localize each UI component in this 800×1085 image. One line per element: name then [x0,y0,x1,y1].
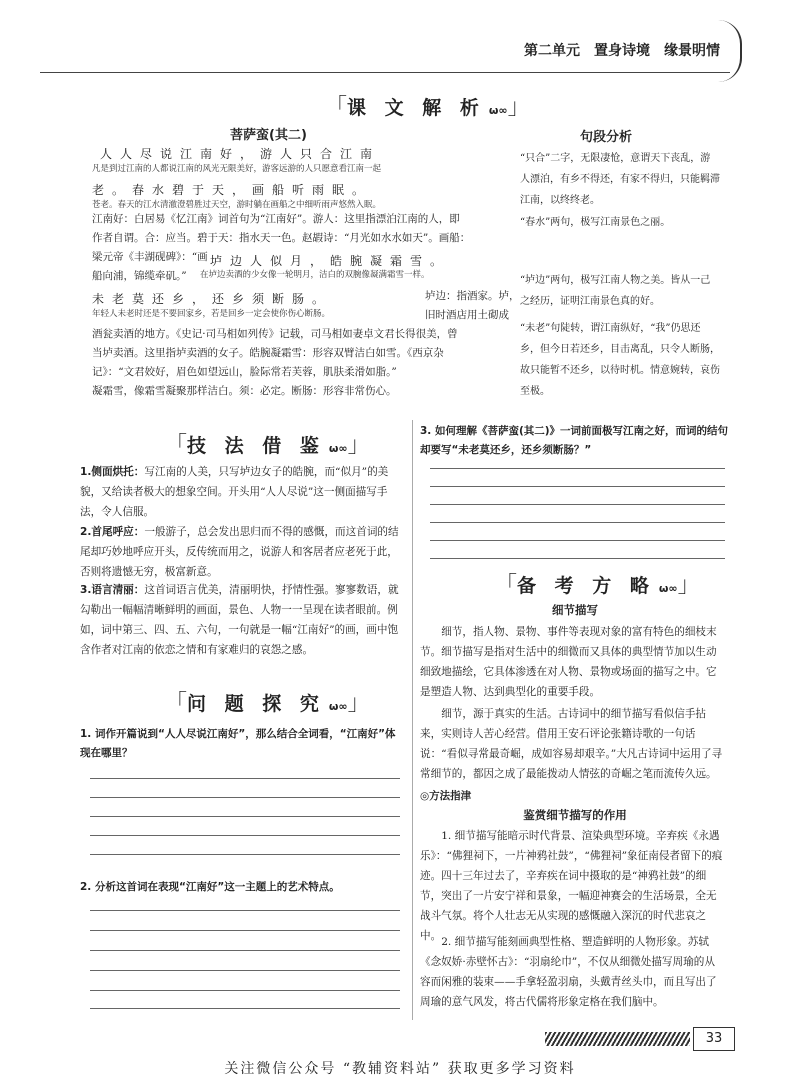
beikao-subtitle: 细节描写 [552,603,598,617]
method-paragraph-1: 1. 细节描写能暗示时代背景、渲染典型环境。辛弃疾《永遇乐》：“佛狸祠下，一片神鸦社鼓”，“佛狸祠”象征南侵者留下的痕迹。四十三年过去了，辛弃疾在词中摄取的是“神鸦社鼓”的细节，突出了一片安宁祥和景象，一幅迎神赛会的生活场景，全无战斗气氛。将个人壮志无从实现的感慨融入深沉的时代悲哀之中。 [420,830,723,942]
analysis-p3: “垆边”两句，极写江南人物之美。皆从一己之经历，证明江南景色真的好。 [520,275,711,307]
poem-line-3: 垆边人似月，皓腕凝霜雪。 [210,254,451,268]
analysis-p2: “春水”两句，极写江南景色之丽。 [520,217,671,228]
jifa-item-1: 1.侧面烘托：写江南的人美，只写垆边女子的皓腕，而“似月”的美貌，又给读者极大的想象空间。开头用“人人尽说”这一侧面描写手法，令人信服。 [80,466,389,518]
method-subtitle: 鉴赏细节描写的作用 [523,808,627,822]
answer-line[interactable] [430,522,725,523]
footer-note: 关注微信公众号 “教辅资料站” 获取更多学习资料 [224,1061,576,1077]
section-title-jifa: 「技 法 借 鉴 ω∞」 [165,433,370,458]
analysis-title: 句段分析 [580,130,633,145]
answer-line[interactable] [90,797,400,798]
method-label: ◎方法指津 [420,790,472,802]
answer-line[interactable] [90,930,400,931]
poem-note-6: 旧时酒店用土砌成 [425,309,509,321]
answer-line[interactable] [430,558,725,559]
question-2: 2. 分析这首词在表现“江南好”这一主题上的艺术特点。 [80,881,340,893]
header-rule [40,72,730,73]
poem-gloss-4: 年轻人未老时还是不要回家乡，若是回乡一定会使你伤心断肠。 [92,309,331,319]
poem-note-5: 垆边：指酒家。垆， [425,290,520,302]
answer-line[interactable] [90,1008,400,1009]
answer-line[interactable] [430,486,725,487]
answer-line[interactable] [430,540,725,541]
poem-gloss-3: 在垆边卖酒的少女像一轮明月，洁白的双腕像凝满霜雪一样。 [200,270,430,280]
question-3: 3. 如何理解《菩萨蛮(其二)》一词前面极写江南之好，而词的结句却要写“未老莫还乡，还乡须断肠？” [420,425,729,456]
beikao-paragraph-2: 细节，源于真实的生活。古诗词中的细节描写看似信手拈来，实则诗人苦心经营。借用王安石评论张籍诗歌的一句话说：“看似寻常最奇崛，成如容易却艰辛。”大凡古诗词中运用了寻常细节的，都因之成了最能拨动人情弦的奇崛之笔而流传久远。 [420,708,723,780]
poem-note-3: 梁元帝《丰湖砚碑》：“画 [92,251,208,263]
section-title-beikao: 「备 考 方 略 ω∞」 [495,573,700,598]
poem-line-4: 未老莫还乡，还乡须断肠。 [92,292,333,306]
beikao-paragraph-1: 细节，指人物、景物、事件等表现对象的富有特色的细枝末节。细节描写是指对生活中的细微而又具体的典型情节加以生动细致地描绘，它具体渗透在对人物、景物或场面的描写之中。它是塑造人物、达到典型化的重要手段。 [420,626,717,698]
poem-title: 菩萨蛮(其二) [230,128,307,143]
poem-gloss-1: 凡是到过江南的人都说江南的风光无限美好，游客远游的人只愿意看江南一起 [92,164,382,174]
question-1: 1. 词作开篇说到“人人尽说江南好”，那么结合全词看，“江南好”体现在哪里？ [80,728,396,759]
answer-line[interactable] [90,950,400,951]
page-number-stripe-decoration [545,1032,690,1046]
poem-note-10: 凝霜雪，像霜雪凝聚那样洁白。须：必定。断肠：形容非常伤心。 [92,385,397,397]
answer-line[interactable] [90,778,400,779]
analysis-p4: “未老”句陡转，谓江南纵好，“我”仍思还乡，但今日若还乡，目击离乱，只令人断肠，故只能暂不还乡，以待时机。情意婉转，哀伤至极。 [520,323,720,397]
answer-line[interactable] [430,468,725,469]
answer-line[interactable] [90,816,400,817]
section-title-wenti: 「问 题 探 究 ω∞」 [165,691,370,716]
poem-note-1: 江南好：白居易《忆江南》词首句为“江南好”。游人：这里指漂泊江南的人，即 [92,213,460,225]
poem-note-4: 船向浦，锦缆牵矶。” [92,270,187,282]
answer-line[interactable] [430,504,725,505]
column-divider [412,420,413,1020]
poem-gloss-2: 苍老。春天的江水清澈澄碧胜过天空，游时躺在画船之中细听雨声悠然入眠。 [92,200,382,210]
jifa-item-3: 3.语言清丽：这首词语言优美，清丽明快，抒情性强。寥寥数语，就勾勒出一幅幅清晰鲜明的画面，景色、人物一一呈现在读者眼前。例如，词中第三、四、五、六句，一句就是一幅“江南好”的画，画中饱含作者对江南的依恋之情和有家难归的哀怨之感。 [80,584,399,656]
jifa-item-2: 2.首尾呼应：一般游子，总会发出思归而不得的感慨，而这首词的结尾却巧妙地呼应开头，反传统而用之，说游人和客居者应老死于此，否则将遗憾无穷，极富新意。 [80,526,399,578]
answer-line[interactable] [90,854,400,855]
poem-note-8: 当垆卖酒。这里指垆卖酒的女子。皓腕凝霜雪：形容双臂洁白如雪。《西京杂 [92,347,444,359]
poem-note-9: 记》：“文君姣好，眉色如望远山，脸际常若芙蓉，肌肤柔滑如脂。” [92,366,397,378]
poem-note-7: 酒瓮卖酒的地方。《史记·司马相如列传》记载，司马相如妻卓文君长得很美，曾 [92,328,458,340]
answer-line[interactable] [90,835,400,836]
answer-line[interactable] [90,990,400,991]
poem-line-2: 老。春水碧于天，画船听雨眠。 [92,183,373,197]
answer-line[interactable] [90,910,400,911]
poem-note-2: 作者自谓。合：应当。碧于天：指水天一色。赵嘏诗：“月光如水水如天”。画船： [92,232,471,244]
analysis-p1: “只合”二字，无限凄怆，意谓天下丧乱，游人漂泊，有乡不得还，有家不得归，只能羁滞江南，以终终老。 [520,153,720,206]
section-title-kewen: 「课 文 解 析 ω∞」 [325,95,530,120]
unit-header: 第二单元 置身诗境 缘景明情 [524,43,720,59]
poem-line-1: 人人尽说江南好，游人只合江南 [100,147,381,161]
answer-line[interactable] [90,970,400,971]
page-number: 33 [693,1027,735,1051]
method-paragraph-2: 2. 细节描写能刻画典型性格、塑造鲜明的人物形象。苏轼《念奴娇·赤壁怀古》：“羽扇纶巾”，不仅从细微处描写周瑜的从容而闲雅的装束——手拿轻盈羽扇，头戴青丝头巾，而且写出了周瑜的意气风发，将古代儒将形象定格在我们脑中。 [420,936,717,1008]
